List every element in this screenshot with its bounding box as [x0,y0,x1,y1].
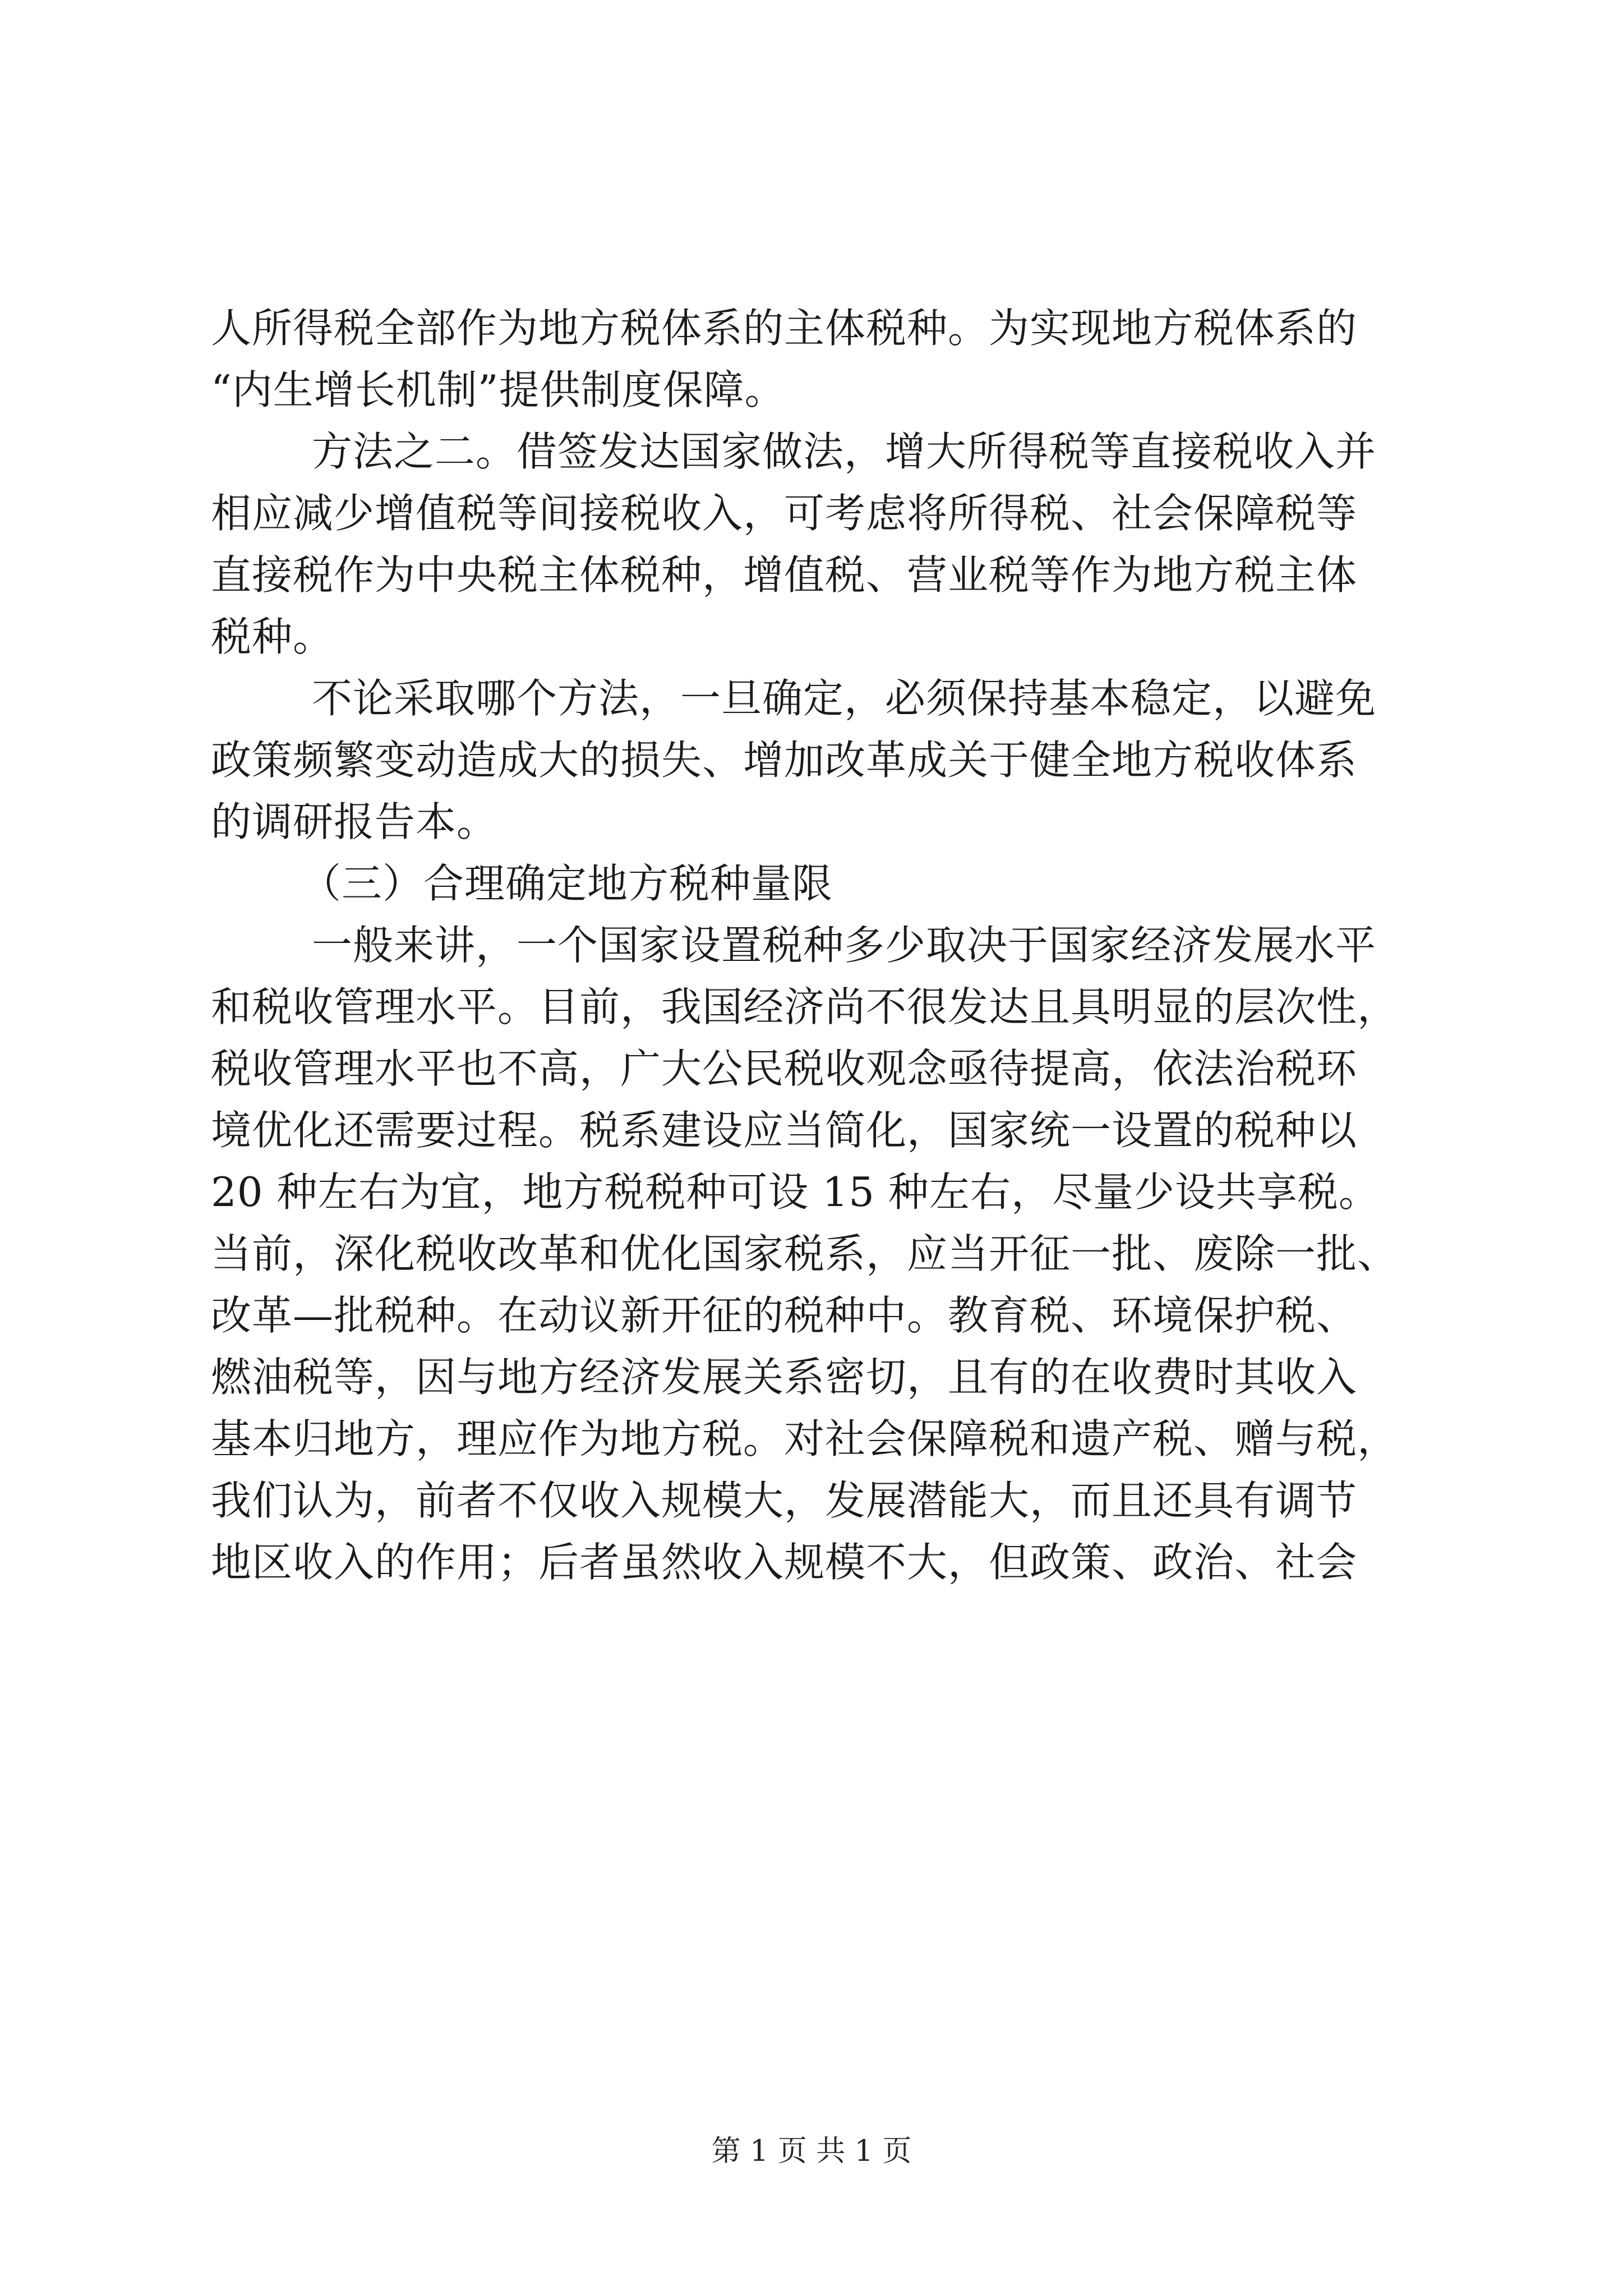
text-line: 的调研报告本。 [211,798,498,845]
text-line: 当前，深化税收改革和优化国家税系，应当开征一批、废除一批、 [211,1230,1399,1277]
text-line: 政策频繁变动造成大的损失、增加改革成关于健全地方税收体系 [211,737,1358,784]
text-line: 直接税作为中央税主体税种，增值税、营业税等作为地方税主体 [211,551,1358,599]
text-line: “内生增长机制”提供制度保障。 [211,366,786,413]
section-heading: （三）合理确定地方税种量限 [301,860,833,907]
text-line: 相应减少增值税等间接税收入，可考虑将所得税、社会保障税等 [211,490,1358,537]
text-line: 我们认为，前者不仅收入规模大，发展潜能大，而且还具有调节 [211,1477,1358,1524]
text-line: 人所得税全部作为地方税体系的主体税种。为实现地方税体系的 [211,305,1358,352]
paragraph-start-line: 方法之二。借签发达国家做法，增大所得税等直接税收入并 [312,428,1377,475]
paragraph-start-line: 一般来讲，一个国家设置税种多少取决于国家经济发展水平 [312,922,1377,969]
text-line: 改革—批税种。在动议新开征的税种中。教育税、环境保护税、 [211,1292,1358,1339]
document-body [211,297,1422,1593]
text-line: 20 种左右为宜，地方税税种可设 15 种左右，尽量少设共享税。 [211,1168,1380,1216]
text-line: 税种。 [211,613,334,660]
text-line: 燃油税等，因与地方经济发展关系密切，且有的在收费时其收入 [211,1354,1358,1401]
text-line: 税收管理水平也不高，广大公民税收观念亟待提高，依法治税环 [211,1045,1358,1092]
text-line: 基本归地方，理应作为地方税。对社会保障税和遗产税、赠与税， [211,1415,1399,1462]
page-number-footer: 第 1 页 共 1 页 [711,2134,912,2168]
text-line: 地区收入的作用；后者虽然收入规模不大，但政策、政治、社会 [211,1539,1358,1586]
paragraph-start-line: 不论采取哪个方法，一旦确定，必须保持基本稳定，以避免 [312,675,1377,722]
text-line: 和税收管理水平。目前，我国经济尚不很发达且具明显的层次性， [211,983,1399,1030]
text-line: 境优化还需要过程。税系建设应当简化，国家统一设置的税种以 [211,1107,1358,1154]
